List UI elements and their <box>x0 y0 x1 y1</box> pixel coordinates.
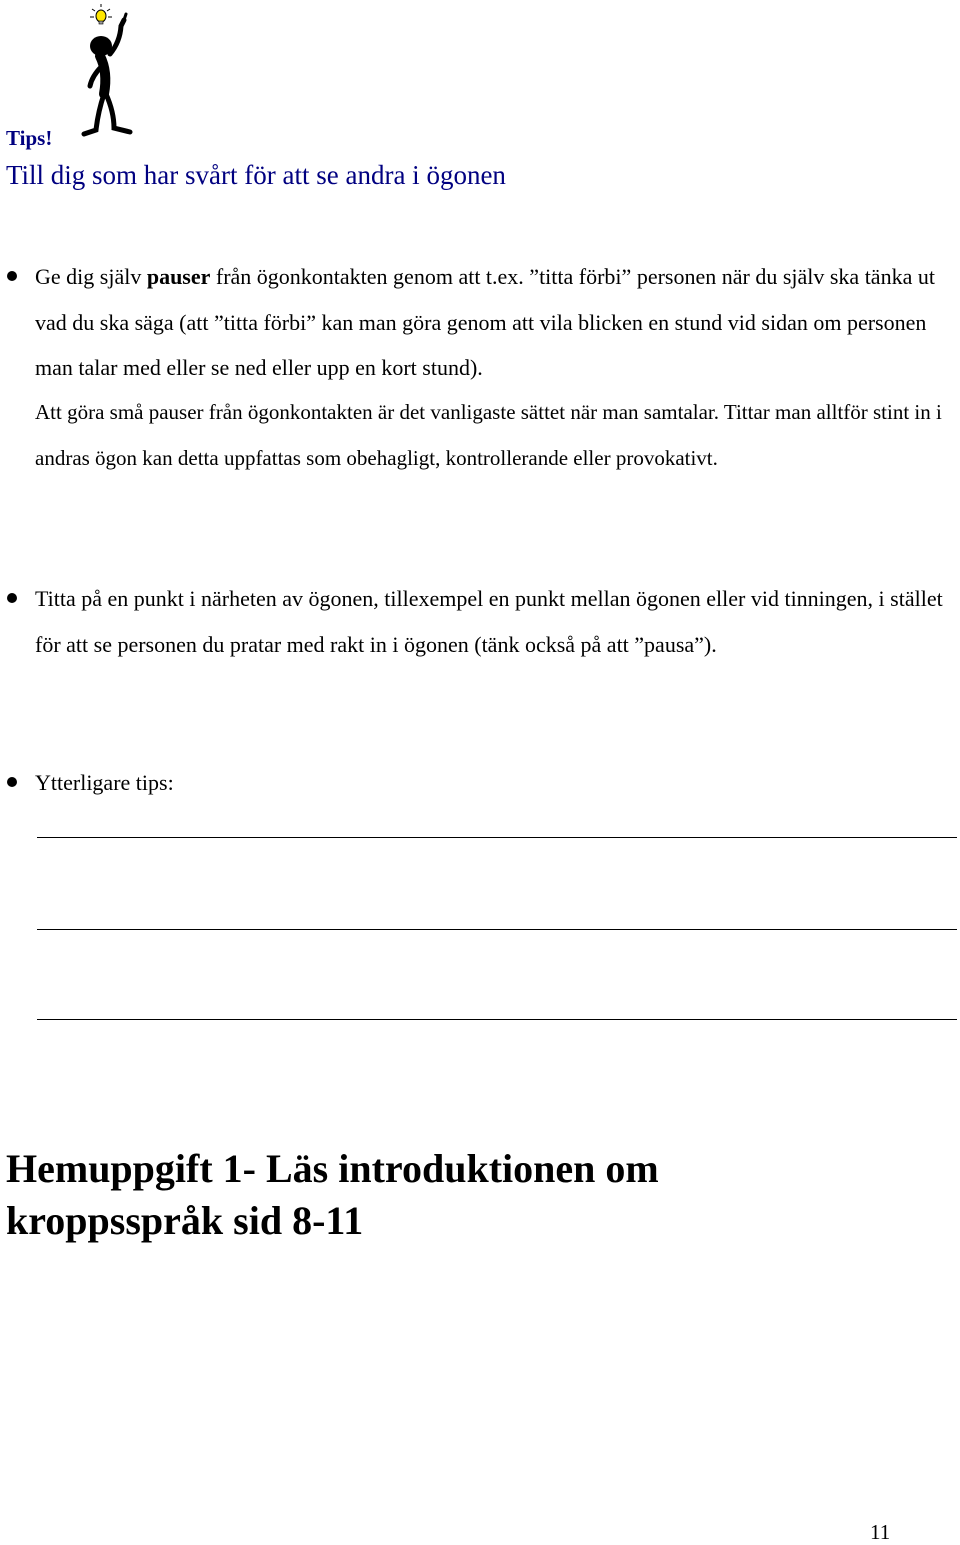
thinking-figure-icon <box>74 2 144 142</box>
bullet-icon <box>7 593 17 603</box>
homework-line: kroppsspråk sid 8-11 <box>6 1198 364 1243</box>
homework-heading <box>6 1143 659 1247</box>
tip-text: Ytterligare tips: <box>35 770 174 795</box>
answer-line[interactable] <box>37 1019 957 1020</box>
tips-heading: Tips! <box>6 126 53 150</box>
homework-line: Hemuppgift 1- Läs introduktionen om <box>6 1146 659 1191</box>
tip-paragraph: Att göra små pauser från ögonkontakten är det vanligaste sättet när man samtalar. Tittar man alltför stint in i andras ögon kan detta uppfattas som obehagligt, kontrollerande eller provokativt. <box>35 400 942 470</box>
bullet-icon <box>7 777 17 787</box>
bullet-icon <box>7 271 17 281</box>
tip-text-post: från ögonkontakten genom att t.ex. ”titta förbi” personen när du själv ska tänka ut vad du ska säga (att ”titta förbi” kan man göra genom att vila blicken en stund vid sidan om personen man talar med eller se ned eller upp en kort stund). <box>35 264 935 380</box>
tip-text-pre: Ge dig själv <box>35 264 147 289</box>
answer-line[interactable] <box>37 837 957 838</box>
tip-item-more <box>35 760 960 806</box>
tip-item-pauses <box>35 254 960 391</box>
answer-line[interactable] <box>37 929 957 930</box>
tip-text: Titta på en punkt i närheten av ögonen, tillexempel en punkt mellan ögonen eller vid tinningen, i stället för att se personen du pratar med rakt in i ögonen (tänk också på att ”pausa”). <box>35 586 943 657</box>
page-subtitle: Till dig som har svårt för att se andra i ögonen <box>6 160 506 190</box>
page-number: 11 <box>870 1520 891 1544</box>
lightbulb-icon <box>90 4 112 24</box>
tip-bold-term: pauser <box>146 264 211 289</box>
tip-item-focus-point <box>35 576 960 667</box>
